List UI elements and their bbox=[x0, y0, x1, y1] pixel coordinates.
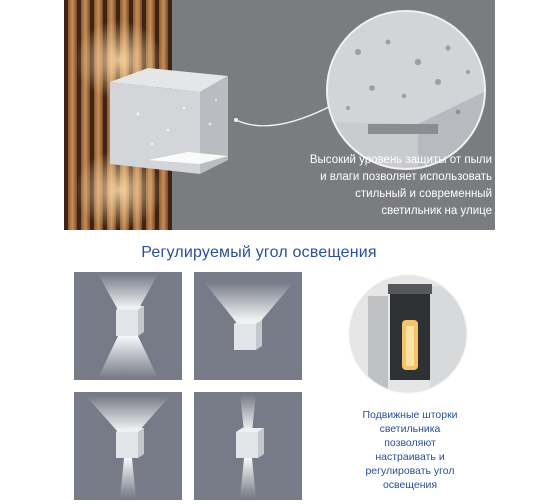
lamp-cube-illustration bbox=[108, 64, 238, 184]
shutter-caption-line: настраивать и bbox=[375, 451, 445, 463]
hero-photo bbox=[64, 0, 495, 230]
shutter-caption-line: позволяют bbox=[384, 437, 436, 449]
hero-caption-line: и влаги позволяет использовать bbox=[320, 171, 492, 183]
shutter-caption-line: светильника bbox=[379, 423, 441, 435]
hero-caption-line: светильник на улице bbox=[381, 205, 492, 217]
hero-caption-line: Высокий уровень защиты от пыли bbox=[309, 154, 492, 166]
hero-caption bbox=[270, 152, 492, 220]
hero-caption-line: стильный и современный bbox=[355, 188, 492, 200]
beam-angle-tile bbox=[194, 392, 302, 500]
beam-angle-tile bbox=[74, 272, 182, 380]
beam-angle-tile bbox=[194, 272, 302, 380]
shutter-detail-image bbox=[350, 276, 466, 392]
shutter-caption-line: освещения bbox=[382, 479, 438, 491]
zoom-detail-droplets bbox=[328, 12, 484, 168]
beam-angle-tile bbox=[74, 392, 182, 500]
section-title: Регулируемый угол освещения bbox=[141, 244, 377, 261]
shutter-caption-line: регулировать угол bbox=[365, 465, 455, 477]
shutter-caption-line: Подвижные шторки bbox=[362, 409, 458, 421]
shutter-caption bbox=[352, 408, 468, 492]
